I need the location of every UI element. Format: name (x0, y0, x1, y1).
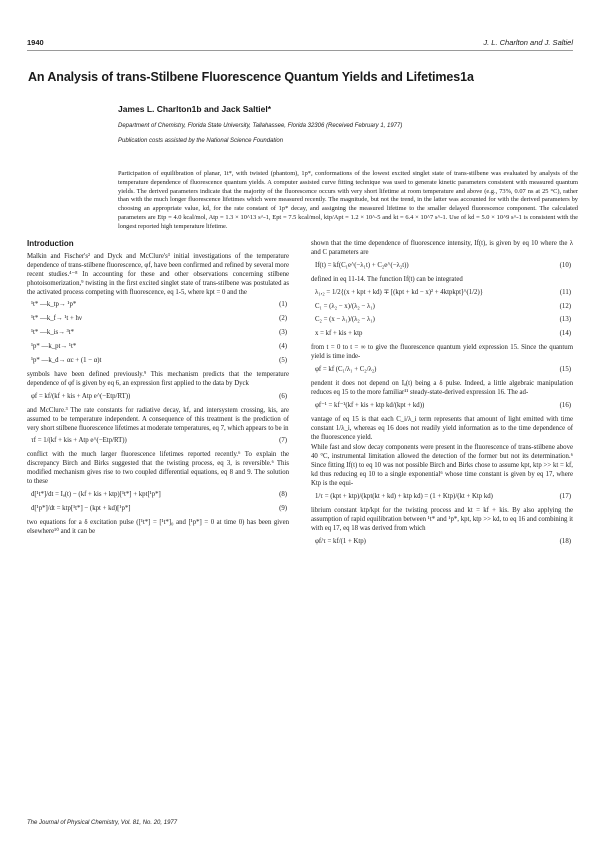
equation-11: λ₁,₂ = 1/2{(x + kpt + kd) ∓ [(kpt + kd − x)² + 4ktpkpt]^(1/2)} (11) (315, 288, 571, 296)
equation-1: ¹t* —k_tp→ ¹p* (1) (31, 301, 287, 309)
paragraph: two equations for a δ excitation pulse ([¹t*] = [¹t*]₀ and [¹p*] = 0 at time 0) has been given elsewhere¹⁰ and it can be (27, 518, 289, 535)
paragraph: pendent it does not depend on Iₐ(t) being a δ pulse. Indeed, a little algebraic manipulation reduces eq 15 to the more familiar¹¹ steady-state-derived expression 16. The ad- (311, 379, 573, 396)
left-column (27, 240, 289, 539)
equation-12: C₁ = (λ₂ − x)/(λ₂ − λ₁) (12) (315, 302, 571, 310)
paragraph: and McClure.³ The rate constants for radiative decay, kf, and intersystem crossing, kis, are assumed to be temperature independent. A consequence of this treatment is the prediction of very short stilbene fluorescence lifetimes at moderate temperatures, eq 7, which appears to be in (27, 406, 289, 432)
paragraph: from t = 0 to t = ∞ to give the fluorescence quantum yield expression 15. Since the quantum yield is time inde- (311, 344, 573, 361)
equation-18: φf/τ = kf/(1 + Ktp) (18) (315, 537, 571, 545)
paragraph: defined in eq 11-14. The function If(t) can be integrated (311, 275, 463, 283)
section-heading: Introduction (27, 239, 74, 248)
equation-16: φf⁻¹ = kf⁻¹(kf + kis + ktp kd/(kpt + kd)) (16) (315, 401, 571, 409)
paragraph: conflict with the much larger fluorescence lifetimes reported recently.⁶ To explain the discrepancy Birch and Birks suggested that the twisting process, eq 3, is reversible.⁶ This modified mechanism gives rise to two coupled differential equations, eq 8 and 9. The solution to these (27, 451, 289, 486)
paragraph: symbols have been defined previously.⁹ This mechanism predicts that the temperature dependence of φf is given by eq 6, an expression first applied to the data by Dyck (27, 370, 289, 387)
right-column (311, 240, 573, 551)
running-authors: J. L. Charlton and J. Saltiel (483, 38, 573, 47)
paper-title: An Analysis of trans-Stilbene Fluorescence Quantum Yields and Lifetimes1a (28, 70, 474, 84)
paper-authors: James L. Charlton1b and Jack Saltiel* (118, 104, 272, 114)
affiliation: Department of Chemistry, Florida State University, Tallahassee, Florida 32306 (Received February 1, 1977) (118, 123, 403, 129)
equation-9: d[¹p*]/dt = ktp[¹t*] − (kpt + kd)[¹p*] (9) (31, 504, 287, 512)
journal-footer: The Journal of Physical Chemistry, Vol. 81, No. 20, 1977 (27, 820, 178, 826)
paragraph: vantage of eq 15 is that each C_i/λ_i term represents that amount of light emitted with time constant 1/λ_i, whereas eq 16 does not readily yield information as to the time dependence of the fluorescence yield. (311, 415, 573, 441)
paragraph: While fast and slow decay components were present in the fluorescence of trans-stilbene above 40 °C, instrumental limitation allowed the detection of the former but not its determination.⁶ Since fitting If(t) to eq 10 was not possible Birch and Birks chose to assume kpt, ktp >> kt = kf, kd thus reducing eq 10 to a single exponential⁶ whose time constant is given by eq 17, where Ktp is the equi- (311, 444, 573, 488)
page-number: 1940 (27, 38, 44, 47)
equation-14: x = kf + kis + ktp (14) (315, 330, 571, 338)
equation-13: C₂ = (x − λ₁)/(λ₂ − λ₁) (13) (315, 316, 571, 324)
equation-8: d[¹t*]/dt = Iₐ(t) − (kf + kis + ktp)[¹t*] + kpt[¹p*] (8) (31, 490, 287, 498)
equation-4: ¹p* —k_pt→ ¹t* (4) (31, 343, 287, 351)
paragraph: shown that the time dependence of fluorescence intensity, If(t), is given by eq 10 where the λ and C parameters are (311, 240, 573, 256)
equation-7: τf = 1/(kf + kis + Atp e^(−Etp/RT)) (7) (31, 437, 287, 445)
equation-3: ¹t* —k_is→ ³t* (3) (31, 329, 287, 337)
equation-5: ¹p* —k_d→ αc + (1 − α)t (5) (31, 357, 287, 365)
equation-15: φf = kf (C₁/λ₁ + C₂/λ₂) (15) (315, 366, 571, 374)
equation-17: 1/τ = (kpt + ktp)/(kpt(kt + kd) + ktp kd) = (1 + Ktp)/(kt + Ktp kd) (17) (315, 492, 571, 500)
abstract: Participation of equilibration of planar, 1t*, with twisted (phantom), 1p*, conformations of the lowest excited singlet state of trans-stilbene was evaluated by analysis of the temperature dependence of fluorescence quantum yields. A computer assisted curve fitting technique was used to generate kinetic parameters consistent with measured quantum yields. The derived parameters indicate that the majority of the fluorescence occurs with very short lifetime at room temperature and above (e.g., 73%, 0.07 ns at 25 °C), rather than with the much longer fluorescence lifetimes which were measured recently. The magnitude, but not the trend, in the latter was accounted for with the derived parameters by choosing an appropriate value, kd, for the rate constant of 1p* decay, and assigning the measured lifetime to the smaller delayed fluorescence component. The calculated parameters are Etp = 4.0 kcal/mol, Atp = 1.3 × 10^13 s^-1, Ept = 7.5 kcal/mol, ktp/Apt = 1.2 × 10^-5 and kt = 6.4 × 10^7 s^-1. Use of kd = 5.0 × 10^9 s^-1 is consistent with the longest reported high temperature lifetime. (118, 170, 578, 230)
equation-2: ¹t* —k_f→ ¹t + hν (2) (31, 315, 287, 323)
paragraph: Malkin and Fischer's² and Dyck and McClure's³ initial investigations of the temperature dependence of trans-stilbene fluorescence, φf, have been confirmed and refined by several more recent studies.⁴⁻⁸ In accounting for these and other observations concerning stilbene photoisomerization,⁹ twisting in the first excited singlet state of trans-stilbene was postulated as the activated process competing with fluorescence, eq 1-5, where kpt = 0 and the (27, 252, 289, 296)
publication-note: Publication costs assisted by the National Science Foundation (118, 138, 284, 144)
paragraph: librium constant ktp/kpt for the twisting process and kt = kf + kis. By also applying the assumption of rapid equilibration between ¹t* and ¹p*, kpt, ktp >> kd, to eq 16 and combining it with eq 17, eq 18 was derived from which (311, 506, 573, 532)
equation-6: φf = kf/(kf + kis + Atp e^(−Etp/RT)) (6) (31, 392, 287, 400)
header-rule (27, 50, 573, 51)
equation-10: If(t) = kf(C₁e^(−λ₁t) + C₂e^(−λ₂t)) (10) (315, 261, 571, 269)
